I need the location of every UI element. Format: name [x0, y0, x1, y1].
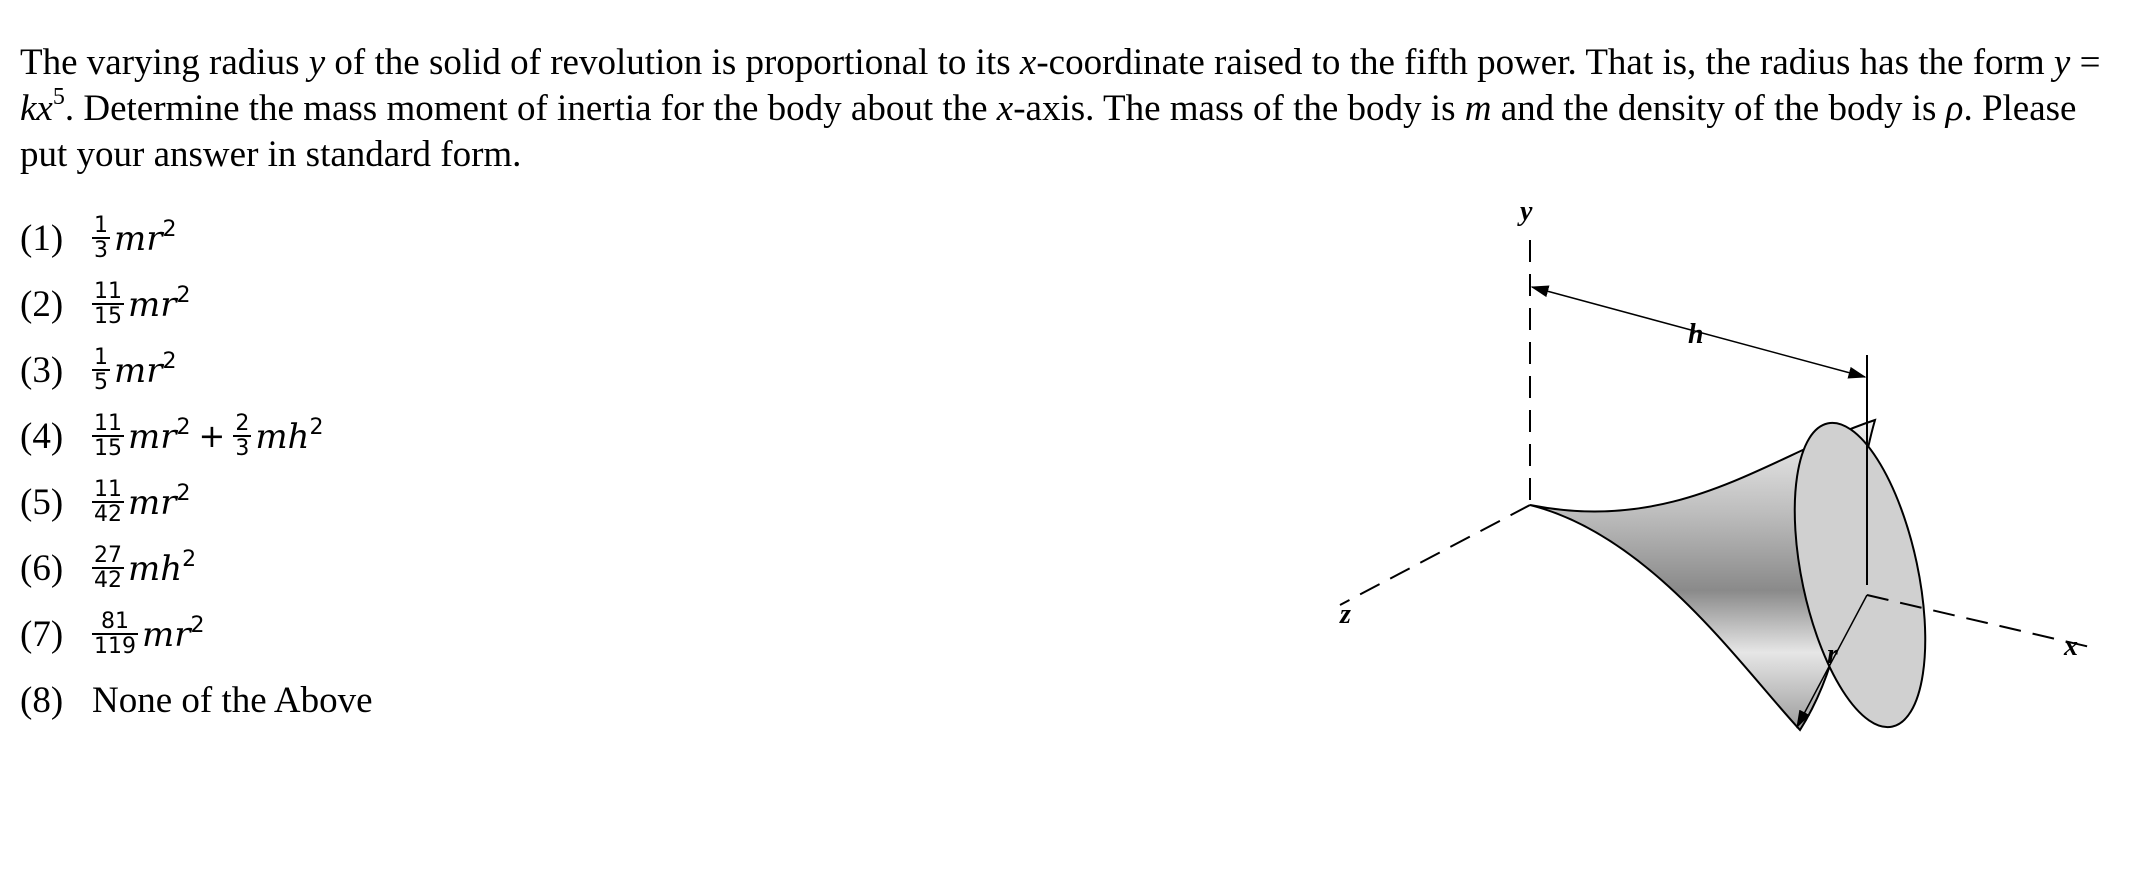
- formula-term: kx: [20, 88, 53, 129]
- choice-4[interactable]: [20, 403, 323, 469]
- exponent: 2: [176, 481, 191, 506]
- choice-number: (4): [20, 415, 64, 457]
- problem-text: . Determine the mass moment of inertia for the body about the: [64, 88, 997, 129]
- formula-eq: =: [2070, 42, 2101, 83]
- denominator: 15: [94, 304, 122, 329]
- choice-2[interactable]: [20, 271, 191, 337]
- expression-term: mh: [128, 549, 183, 589]
- choice-number: (5): [20, 481, 64, 523]
- exponent: 2: [162, 217, 177, 242]
- denominator: 3: [94, 238, 108, 263]
- fraction: [92, 544, 124, 592]
- choice-number: (7): [20, 613, 64, 655]
- denominator: 42: [94, 568, 122, 593]
- choice-3[interactable]: [20, 337, 177, 403]
- denominator: 15: [94, 436, 122, 461]
- choice-8[interactable]: [20, 667, 373, 733]
- fraction: [92, 214, 110, 262]
- denominator: 119: [94, 634, 136, 659]
- expression: [128, 415, 191, 457]
- exponent: 2: [176, 283, 191, 308]
- problem-var: m: [1464, 88, 1492, 129]
- problem-text: The varying radius: [20, 42, 309, 83]
- problem-text: . Please put your answer in standard form.: [20, 88, 2077, 175]
- expression-term: mr: [128, 483, 177, 523]
- denominator: 3: [235, 436, 250, 461]
- exponent: 2: [162, 349, 177, 374]
- expression: [114, 349, 177, 391]
- expression: [128, 283, 191, 325]
- problem-text: -axis. The mass of the body is: [1013, 88, 1465, 129]
- problem-var: x: [996, 88, 1014, 129]
- denominator: 5: [94, 370, 108, 395]
- numerator: 81: [101, 609, 129, 634]
- choice-6[interactable]: [20, 535, 196, 601]
- fraction: [92, 610, 138, 658]
- denominator: 42: [94, 502, 122, 527]
- exponent: 2: [176, 415, 191, 440]
- choice-number: (1): [20, 217, 64, 259]
- numerator: 11: [94, 279, 122, 304]
- problem-var: x: [1019, 42, 1037, 83]
- problem-text: and the density of the body is: [1491, 88, 1946, 129]
- fraction: [233, 412, 251, 460]
- numerator: 1: [94, 345, 108, 370]
- choice-7[interactable]: [20, 601, 205, 667]
- numerator: 27: [94, 543, 122, 568]
- fraction: [92, 280, 124, 328]
- expression: [142, 613, 205, 655]
- fraction: [92, 346, 110, 394]
- exponent: 2: [309, 415, 324, 440]
- label-h: h: [1688, 319, 1704, 350]
- solid-of-revolution-figure: [1300, 195, 2120, 785]
- label-r: r: [1827, 639, 1838, 670]
- numerator: 1: [94, 213, 108, 238]
- expression-term: mh: [255, 417, 310, 457]
- expression-term: mr: [114, 219, 163, 259]
- expression-term: mr: [114, 351, 163, 391]
- z-axis: [1340, 505, 1530, 605]
- choice-number: (6): [20, 547, 64, 589]
- label-z: z: [1340, 599, 1351, 630]
- expression: [128, 481, 191, 523]
- expression: [255, 415, 323, 457]
- problem-var: y: [308, 42, 326, 83]
- label-x: x: [2064, 631, 2078, 662]
- fraction: [92, 478, 124, 526]
- expression: [128, 547, 196, 589]
- exponent: 2: [190, 613, 205, 638]
- formula-exponent: 5: [52, 83, 65, 110]
- plus-sign: +: [198, 417, 226, 455]
- problem-text: -coordinate raised to the fifth power. That is, the radius has the form: [1036, 42, 2054, 83]
- fraction: [92, 412, 124, 460]
- choice-1[interactable]: [20, 205, 177, 271]
- problem-text: of the solid of revolution is proportional to its: [325, 42, 1020, 83]
- expression: [114, 217, 177, 259]
- figure-svg: [1300, 195, 2120, 785]
- problem-var: ρ: [1945, 88, 1964, 129]
- numerator: 11: [94, 411, 122, 436]
- label-y: y: [1520, 196, 1533, 227]
- expression-term: mr: [142, 615, 191, 655]
- expression-term: mr: [128, 285, 177, 325]
- choice-number: (2): [20, 283, 64, 325]
- expression-term: mr: [128, 417, 177, 457]
- choice-text: None of the Above: [92, 679, 373, 721]
- exponent: 2: [182, 547, 197, 572]
- numerator: 11: [94, 477, 122, 502]
- choice-5[interactable]: [20, 469, 191, 535]
- formula-var: y: [2053, 42, 2071, 83]
- choice-number: (8): [20, 679, 64, 721]
- numerator: 2: [235, 411, 250, 436]
- problem-statement: [20, 40, 2130, 178]
- choice-number: (3): [20, 349, 64, 391]
